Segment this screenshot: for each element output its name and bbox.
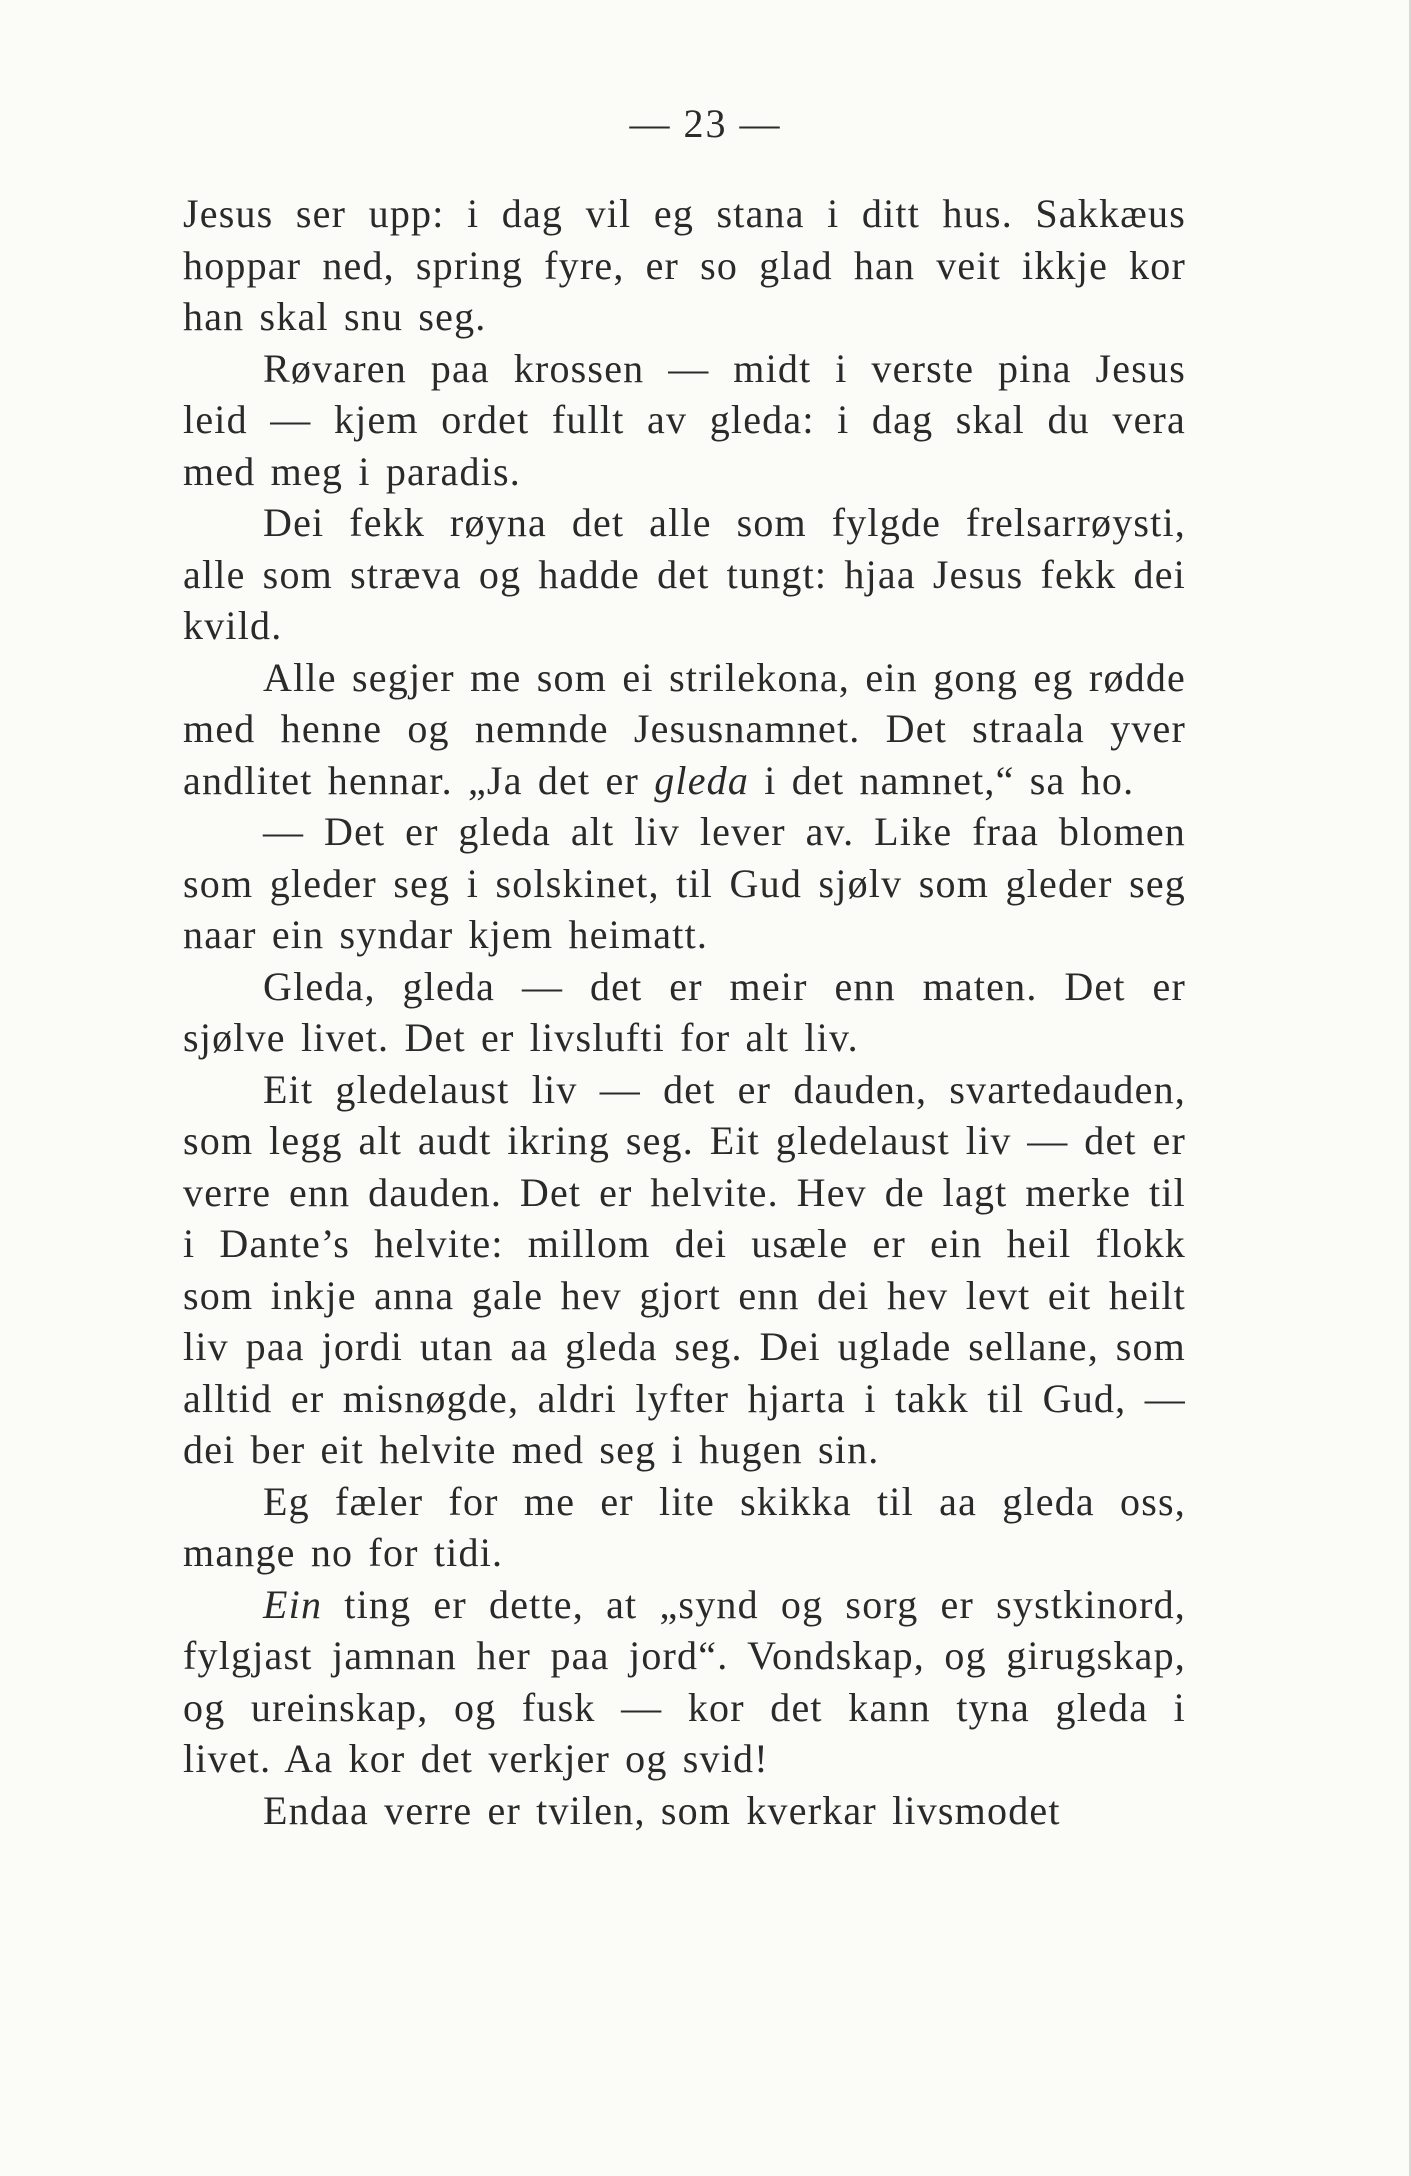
paragraph-text: Gleda, gleda — det er meir enn maten. Det er sjølve livet. Det er livslufti for alt liv. bbox=[183, 963, 1186, 1060]
body-text bbox=[183, 188, 1186, 1836]
emphasis-text: gleda bbox=[654, 757, 750, 803]
paragraph-text: Dei fekk røyna det alle som fylgde frelsarrøysti, alle som stræva og hadde det tungt: hjaa Jesus fekk dei kvild. bbox=[183, 500, 1186, 648]
paragraph-p2 bbox=[183, 343, 1186, 498]
paragraph-text: Røvaren paa krossen — midt i verste pina Jesus leid — kjem ordet fullt av gleda: i dag skal du vera med meg i paradis. bbox=[183, 345, 1186, 494]
paragraph-text: — Det er gleda alt liv lever av. Like fraa blomen som gleder seg i solskinet, til Gud sjølv som gleder seg naar ein syndar kjem heimatt. bbox=[183, 809, 1186, 957]
paragraph-p5 bbox=[183, 806, 1186, 961]
paragraph-p10 bbox=[183, 1785, 1186, 1837]
paragraph-text: i det namnet,“ sa ho. bbox=[749, 757, 1135, 803]
paragraph-p8 bbox=[183, 1476, 1186, 1579]
paragraph-text: ting er dette, at „synd og sorg er systkinord, fylgjast jamnan her paa jord“. Vondskap, og girugskap, og ureinskap, og fusk — kor det kann tyna gleda i livet. Aa kor det verkjer og svid! bbox=[183, 1581, 1186, 1781]
paragraph-text: Endaa verre er tvilen, som kverkar livsmodet bbox=[263, 1787, 1061, 1833]
paragraph-text: Eg fæler for me er lite skikka til aa gleda oss, mange no for tidi. bbox=[183, 1478, 1186, 1575]
paragraph-p7 bbox=[183, 1064, 1186, 1476]
paragraph-p1 bbox=[183, 188, 1186, 343]
paragraph-p9 bbox=[183, 1579, 1186, 1785]
paragraph-text: Alle segjer me som ei strilekona, ein gong eg rødde med henne og nemnde Jesusnamnet. Det straala yver andlitet hennar. „Ja det er bbox=[183, 654, 1186, 803]
paragraph-p4 bbox=[183, 652, 1186, 807]
page-number: — 23 — bbox=[629, 101, 782, 146]
emphasis-text: Ein bbox=[263, 1581, 323, 1627]
paragraph-p6 bbox=[183, 961, 1186, 1064]
paragraph-text: Eit gledelaust liv — det er dauden, svartedauden, som legg alt audt ikring seg. Eit gledelaust liv — det er verre enn dauden. Det er helvite. Hev de lagt merke til i Dante’s helvite: millom dei usæle er ein heil flokk som inkje anna gale hev gjort enn dei hev levt eit heilt liv paa jordi utan aa gleda seg. Dei uglade sellane, som alltid er misnøgde, aldri lyfter hjarta i takk til Gud, — dei ber eit helvite med seg i hugen sin. bbox=[183, 1066, 1186, 1472]
paragraph-p3 bbox=[183, 497, 1186, 652]
paragraph-text: Jesus ser upp: i dag vil eg stana i ditt hus. Sakkæus hoppar ned, spring fyre, er so glad han veit ikkje kor han skal snu seg. bbox=[183, 191, 1186, 339]
